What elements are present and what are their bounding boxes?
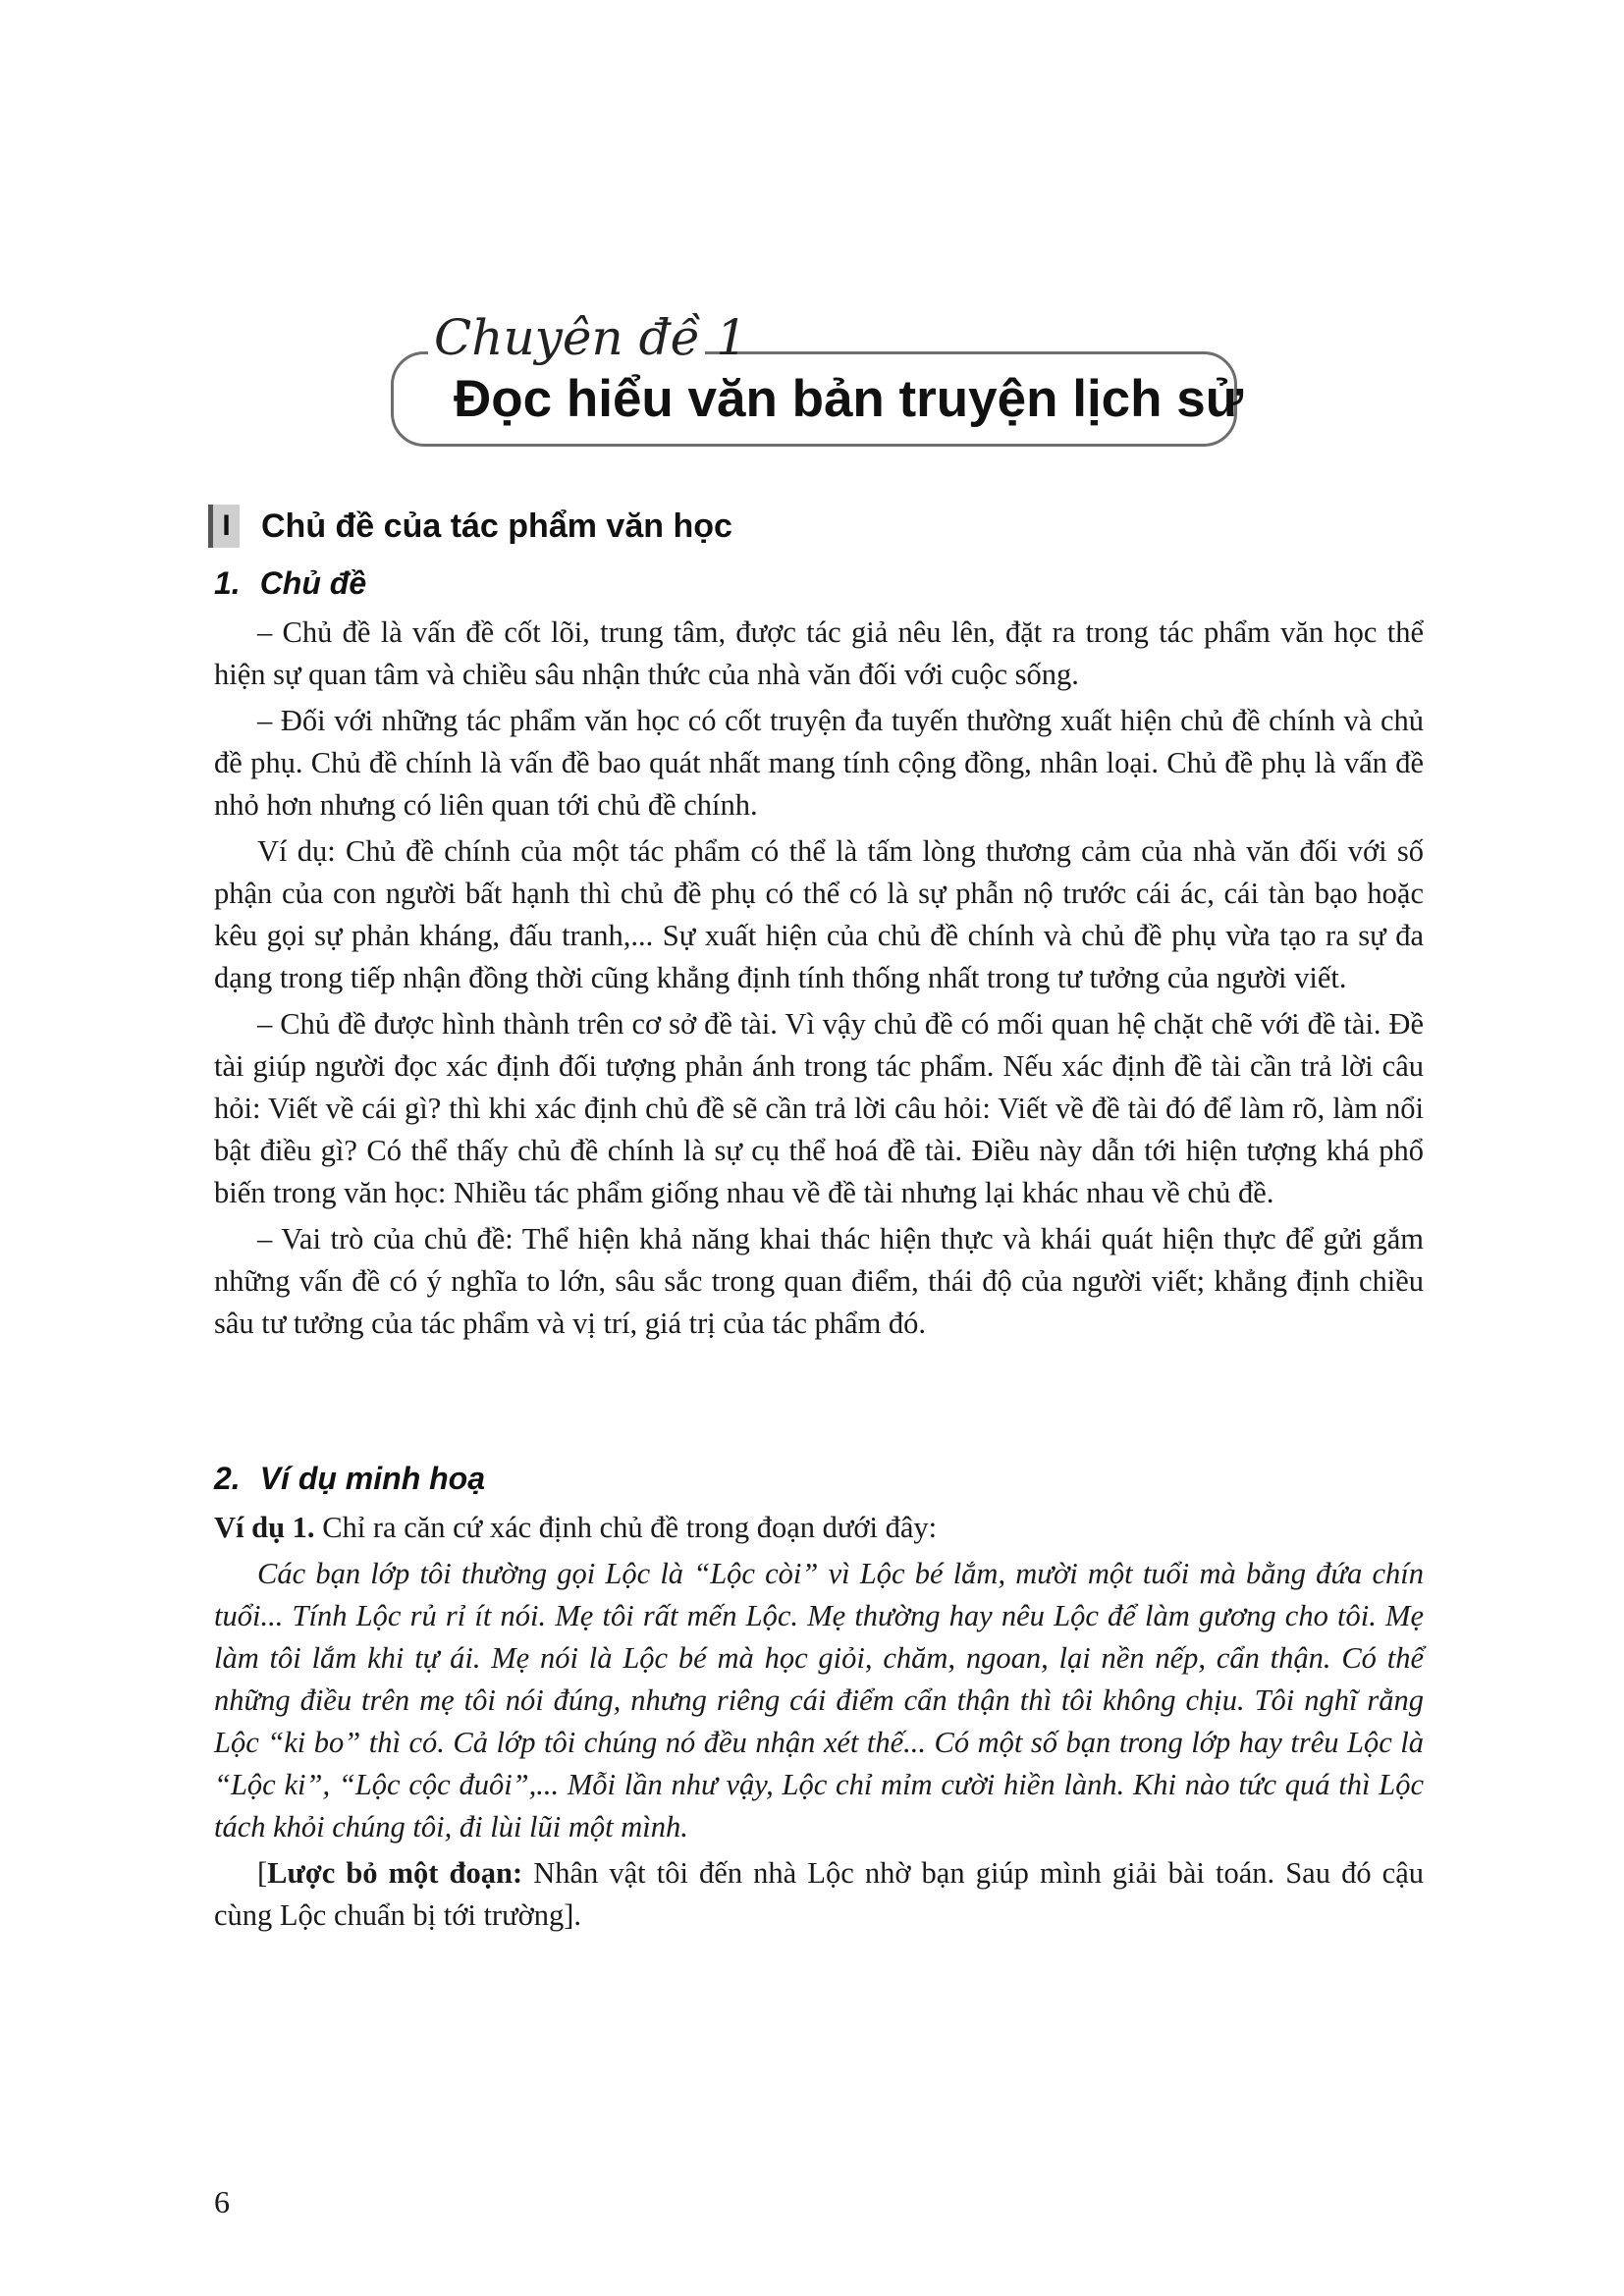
subsection-title: Ví dụ minh hoạ: [259, 1461, 486, 1496]
subsection-1-body: [214, 612, 1424, 1349]
section-title: Chủ đề của tác phẩm văn học: [261, 507, 732, 545]
chapter-title: Đọc hiểu văn bản truyện lịch sử: [454, 370, 1244, 428]
omission-label: Lược bỏ một đoạn:: [267, 1856, 523, 1890]
example-excerpt: Các bạn lớp tôi thường gọi Lộc là “Lộc còi” vì Lộc bé lắm, mười một tuổi mà bằng đứa chín tuổi... Tính Lộc rủ rỉ ít nói. Mẹ tôi rất mến Lộc. Mẹ thường hay nêu Lộc để làm gương cho tôi. Mẹ làm tôi lắm khi tự ái. Mẹ nói là Lộc bé mà học giỏi, chăm, ngoan, lại nền nếp, cẩn thận. Có thể những điều trên mẹ tôi nói đúng, nhưng riêng cái điểm cẩn thận thì tôi không chịu. Tôi nghĩ rằng Lộc “ki bo” thì có. Cả lớp tôi chúng nó đều nhận xét thế... Có một số bạn trong lớp hay trêu Lộc là “Lộc ki”, “Lộc cộc đuôi”,... Mỗi lần như vậy, Lộc chỉ mỉm cười hiền lành. Khi nào tức quá thì Lộc tách khỏi chúng tôi, đi lùi lũi một mình.: [214, 1557, 1424, 1843]
section-number: I: [208, 505, 240, 548]
omission-note: [214, 1852, 1424, 1937]
subsection-number: 1.: [214, 565, 241, 601]
subsection-heading-1: [214, 561, 366, 605]
paragraph: – Đối với những tác phẩm văn học có cốt truyện đa tuyến thường xuất hiện chủ đề chính và chủ đề phụ. Chủ đề chính là vấn đề bao quát nhất mang tính cộng đồng, nhân loại. Chủ đề phụ là vấn đề nhỏ hơn nhưng có liên quan tới chủ đề chính.: [214, 704, 1424, 822]
omission-text: Nhân vật tôi đến nhà Lộc nhờ bạn giúp mình giải bài toán. Sau đó cậu cùng Lộc chuẩn bị tới trường].: [214, 1856, 1424, 1932]
example-label: Ví dụ 1.: [214, 1511, 315, 1544]
example-instruction: Chỉ ra căn cứ xác định chủ đề trong đoạn dưới đây:: [314, 1511, 938, 1544]
subsection-title: Chủ đề: [259, 565, 367, 601]
omission-bracket: [: [257, 1856, 268, 1890]
example-prompt: [214, 1507, 1424, 1549]
paragraph: – Chủ đề được hình thành trên cơ sở đề tài. Vì vậy chủ đề có mối quan hệ chặt chẽ với đề tài. Đề tài giúp người đọc xác định đối tượng phản ánh trong tác phẩm. Nếu xác định đề tài cần trả lời câu hỏi: Viết về cái gì? thì khi xác định chủ đề sẽ cần trả lời câu hỏi: Viết về đề tài đó để làm rõ, làm nổi bật điều gì? Có thể thấy chủ đề chính là sự cụ thể hoá đề tài. Điều này dẫn tới hiện tượng khá phổ biến trong văn học: Nhiều tác phẩm giống nhau về đề tài nhưng lại khác nhau về chủ đề.: [214, 1007, 1424, 1209]
paragraph: – Vai trò của chủ đề: Thể hiện khả năng khai thác hiện thực và khái quát hiện thực để gửi gắm những vấn đề có ý nghĩa to lớn, sâu sắc trong quan điểm, thái độ của người viết; khẳng định chiều sâu tư tưởng của tác phẩm và vị trí, giá trị của tác phẩm đó.: [214, 1222, 1424, 1340]
example-1-body: [214, 1507, 1424, 1941]
page-number: 6: [214, 2184, 230, 2219]
subsection-number: 2.: [214, 1461, 241, 1496]
paragraph: – Chủ đề là vấn đề cốt lõi, trung tâm, được tác giả nêu lên, đặt ra trong tác phẩm văn học thể hiện sự quan tâm và chiều sâu nhận thức của nhà văn đối với cuộc sống.: [214, 615, 1424, 691]
section-heading: [208, 501, 732, 552]
chapter-label: Chuyên đề 1: [434, 309, 748, 366]
paragraph: Ví dụ: Chủ đề chính của một tác phẩm có thể là tấm lòng thương cảm của nhà văn đối với số phận của con người bất hạnh thì chủ đề phụ có thể có là sự phẫn nộ trước cái ác, cái tàn bạo hoặc kêu gọi sự phản kháng, đấu tranh,... Sự xuất hiện của chủ đề chính và chủ đề phụ vừa tạo ra sự đa dạng trong tiếp nhận đồng thời cũng khẳng định tính thống nhất trong tư tưởng của người viết.: [214, 834, 1424, 994]
subsection-heading-2: [214, 1457, 485, 1500]
